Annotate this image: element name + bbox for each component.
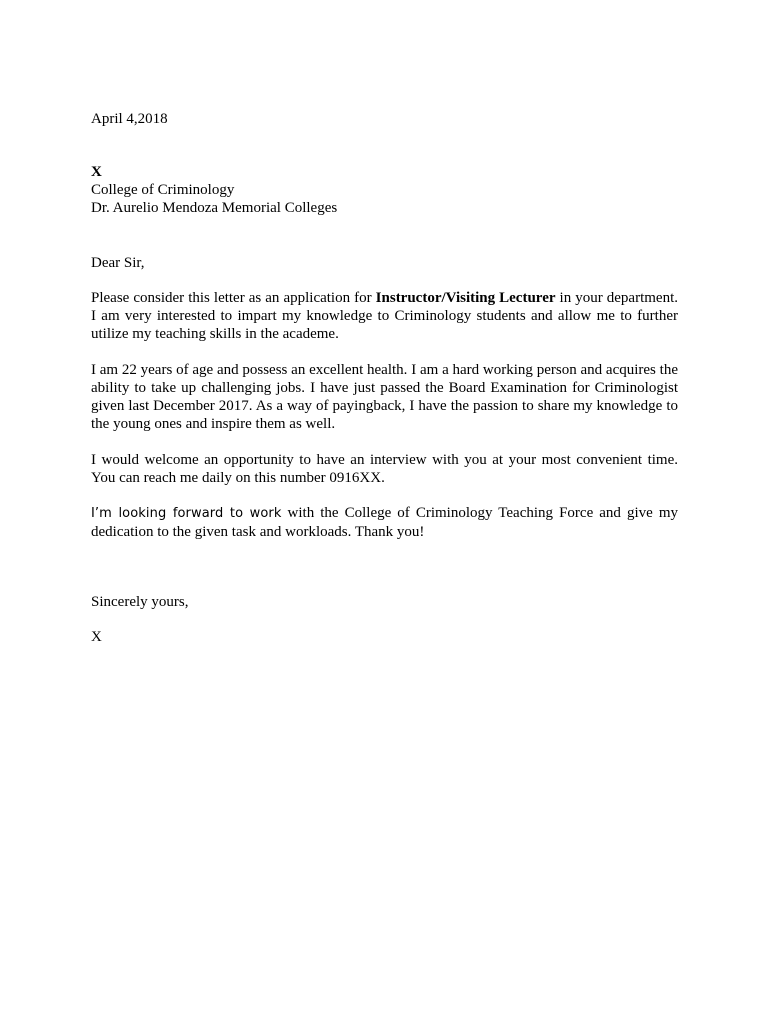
paragraph-closing-lead: I’m looking forward to work xyxy=(91,506,282,521)
complimentary-close: Sincerely yours, xyxy=(91,594,189,610)
recipient-name: X xyxy=(91,164,102,180)
letter-date: April 4,2018 xyxy=(91,111,168,127)
paragraph-application xyxy=(91,289,678,343)
signature-name: X xyxy=(91,629,102,645)
paragraph-closing-rest: with the College of Criminology Teaching Force and give my dedication to the given task and workloads. Thank you! xyxy=(91,505,678,540)
paragraph-qualifications: I am 22 years of age and possess an excellent health. I am a hard working person and acquires the ability to take up challenging jobs. I have just passed the Board Examination for Criminologist given last December 2017. As a way of payingback, I have the passion to share my knowledge to the young ones and inspire them as well. xyxy=(91,362,678,432)
paragraph-application-intro: Please consider this letter as an application for xyxy=(91,290,376,306)
position-title: Instructor/Visiting Lecturer xyxy=(375,290,556,306)
recipient-institution: Dr. Aurelio Mendoza Memorial Colleges xyxy=(91,200,338,216)
paragraph-application-rest: in your department. I am very interested to impart my knowledge to Criminology students and allow me to further utilize my teaching skills in the academe. xyxy=(91,290,678,342)
paragraph-interview: I would welcome an opportunity to have an interview with you at your most convenient time. You can reach me daily on this number 0916XX. xyxy=(91,452,678,486)
recipient-block xyxy=(91,163,678,217)
salutation: Dear Sir, xyxy=(91,255,145,271)
paragraph-closing-remarks xyxy=(91,504,678,541)
recipient-college: College of Criminology xyxy=(91,182,235,198)
